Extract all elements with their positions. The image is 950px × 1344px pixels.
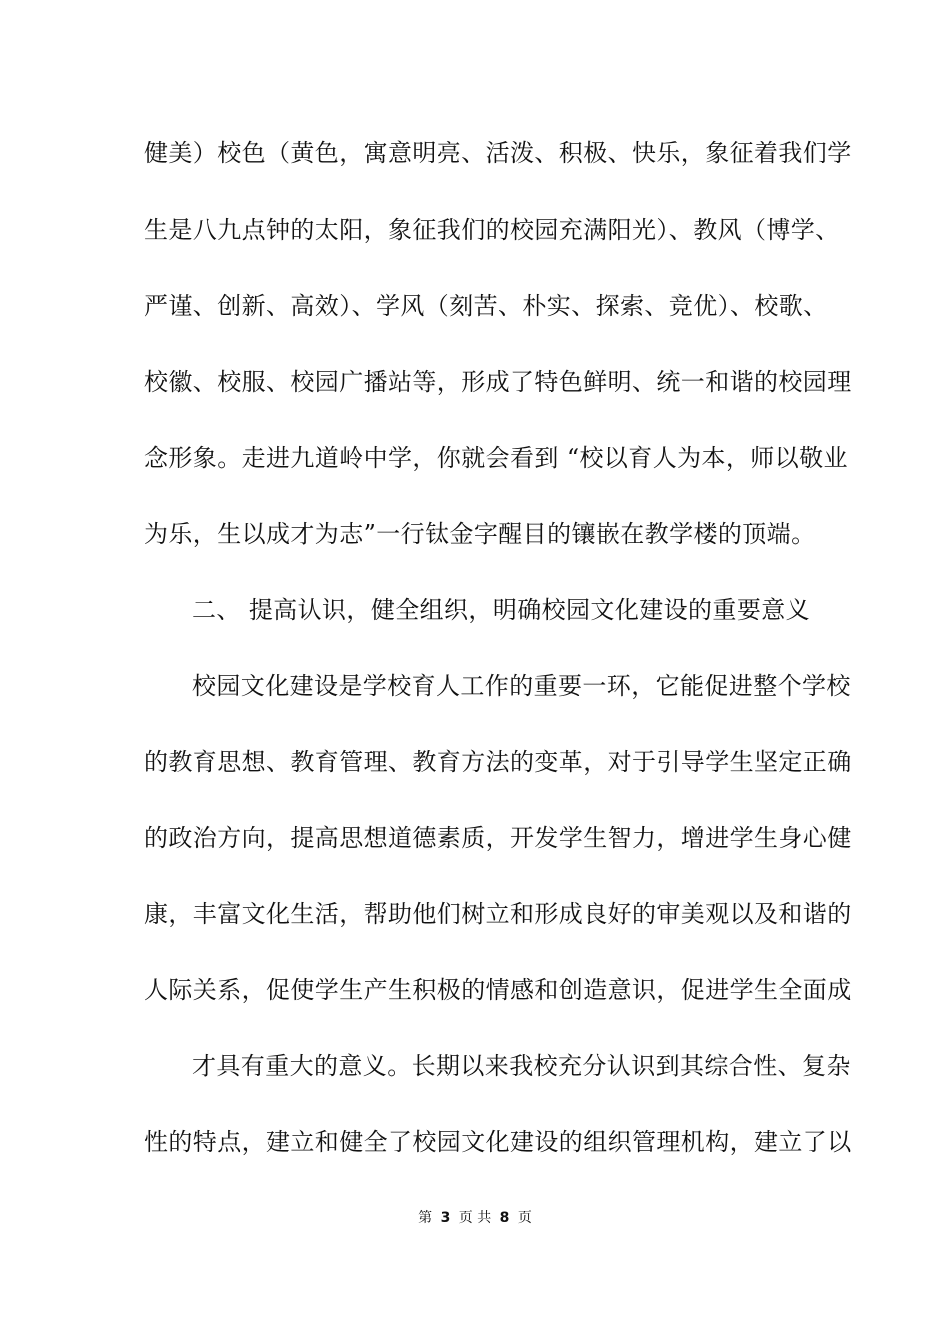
body-text-line: 健美）校色（黄色，寓意明亮、活泼、积极、快乐，象征着我们学 (144, 139, 852, 167)
section-heading: 二、 提高认识，健全组织，明确校园文化建设的重要意义 (192, 596, 811, 624)
footer-suffix: 页 (517, 1210, 532, 1226)
body-text-line: 严谨、创新、高效）、学风（刻苦、朴实、探索、竞优）、校歌、 (144, 292, 828, 320)
footer-prefix: 第 (418, 1210, 433, 1226)
body-text-line: 人际关系，促使学生产生积极的情感和创造意识，促进学生全面成 (144, 976, 852, 1004)
footer-middle: 页 共 (458, 1210, 492, 1226)
body-text-line: 生是八九点钟的太阳，象征我们的校园充满阳光）、教风（博学、 (144, 216, 840, 244)
body-text-line: 康，丰富文化生活，帮助他们树立和形成良好的审美观以及和谐的 (144, 900, 852, 928)
body-text-line: 校徽、校服、校园广播站等，形成了特色鲜明、统一和谐的校园理 (144, 368, 852, 396)
body-text-line: 的政治方向，提高思想道德素质，开发学生智力，增进学生身心健 (144, 824, 852, 852)
current-page-number: 3 (440, 1210, 451, 1226)
paragraph-first-line: 才具有重大的意义。长期以来我校充分认识到其综合性、复杂 (192, 1052, 851, 1080)
total-pages-number: 8 (499, 1210, 510, 1226)
body-text-line: 的教育思想、教育管理、教育方法的变革，对于引导学生坚定正确 (144, 748, 852, 776)
body-text-line: 为乐，生以成才为志”一行钛金字醒目的镶嵌在教学楼的顶端。 (144, 520, 816, 548)
page-footer (0, 1209, 950, 1227)
body-text-line: 性的特点，建立和健全了校园文化建设的组织管理机构，建立了以 (144, 1128, 852, 1156)
paragraph-first-line: 校园文化建设是学校育人工作的重要一环，它能促进整个学校 (192, 672, 851, 700)
body-text-line: 念形象。走进九道岭中学，你就会看到 “校以育人为本，师以敬业 (144, 444, 848, 472)
